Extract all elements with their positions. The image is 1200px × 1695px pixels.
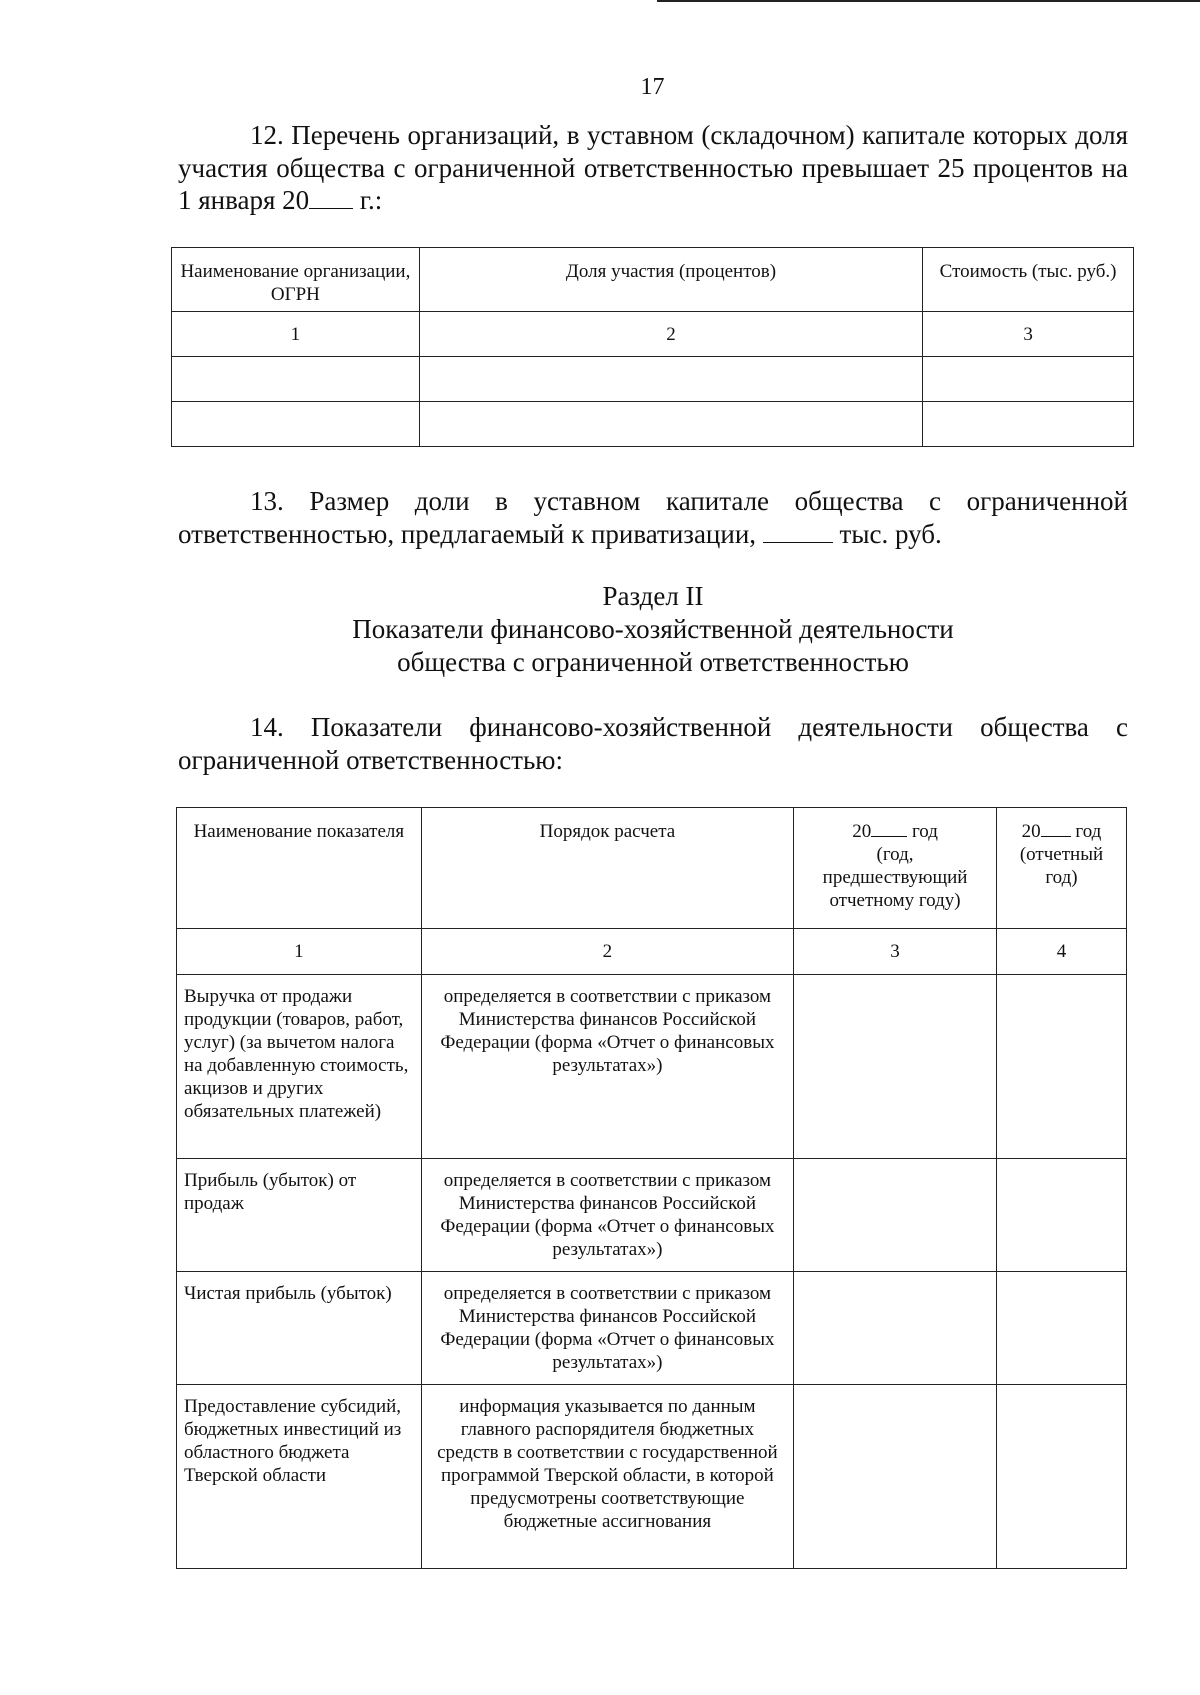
organizations-table xyxy=(171,247,1134,447)
column-number: 4 xyxy=(997,929,1127,975)
column-number: 3 xyxy=(794,929,997,975)
year-blank xyxy=(309,188,353,209)
header-organization: Наименование организации, ОГРН xyxy=(172,248,420,312)
item-13-paragraph xyxy=(178,485,1128,550)
header-calculation-method: Порядок расчета xyxy=(421,808,793,929)
table-row xyxy=(177,1385,1127,1569)
amount-blank xyxy=(763,522,833,543)
value-cell xyxy=(794,1159,997,1272)
item-13-text-end: тыс. руб. xyxy=(832,518,942,549)
section-number: Раздел II xyxy=(602,581,704,611)
column-number: 2 xyxy=(419,312,922,357)
value-cell xyxy=(794,975,997,1159)
calculation-method: определяется в соответствии с приказом Министерства финансов Российской Федерации (форма «Отчет о финансовых результатах») xyxy=(421,975,793,1159)
item-13-text: 13. Размер доли в уставном капитале общества с ограниченной ответственностью, предлагаемый к приватизации, xyxy=(178,486,1128,549)
value-cell xyxy=(794,1385,997,1569)
header-reporting-year xyxy=(997,808,1127,929)
section-heading xyxy=(178,580,1128,679)
empty-cell xyxy=(172,402,420,447)
indicator-name: Предоставление субсидий, бюджетных инвестиций из областного бюджета Тверской области xyxy=(177,1385,422,1569)
item-12-text-end: г.: xyxy=(353,185,383,215)
column-number: 3 xyxy=(923,312,1134,357)
header-cost: Стоимость (тыс. руб.) xyxy=(923,248,1134,312)
reporting-year-note: (отчетный год) xyxy=(1019,844,1104,888)
value-cell xyxy=(997,1272,1127,1385)
value-cell xyxy=(997,975,1127,1159)
value-cell xyxy=(997,1159,1127,1272)
indicator-name: Чистая прибыль (убыток) xyxy=(177,1272,422,1385)
empty-cell xyxy=(419,402,922,447)
column-number: 2 xyxy=(421,929,793,975)
calculation-method: определяется в соответствии с приказом Министерства финансов Российской Федерации (форма «Отчет о финансовых результатах») xyxy=(421,1159,793,1272)
section-title-line-2: общества с ограниченной ответственностью xyxy=(397,647,909,677)
previous-year-note: (год, предшествующий отчетному году) xyxy=(822,844,968,911)
item-12-text: 12. Перечень организаций, в уставном (складочном) капитале которых доля участия общества с ограниченной ответственностью превышает 25 процентов на 1 января 20 xyxy=(178,120,1128,215)
column-number: 1 xyxy=(172,312,420,357)
empty-cell xyxy=(172,357,420,402)
empty-cell xyxy=(923,357,1134,402)
table-row xyxy=(177,975,1127,1159)
calculation-method: информация указывается по данным главного распорядителя бюджетных средств в соответствии с государственной программой Тверской области, в которой предусмотрены соответствующие бюджетные ассигнования xyxy=(421,1385,793,1569)
indicator-name: Выручка от продажи продукции (товаров, работ, услуг) (за вычетом налога на добавленную стоимость, акцизов и других обязательных платежей) xyxy=(177,975,422,1159)
year-prefix: 20 xyxy=(1021,821,1041,842)
top-border-line xyxy=(657,0,1200,2)
item-14-paragraph xyxy=(178,711,1128,776)
table-row xyxy=(177,1159,1127,1272)
financial-indicators-table xyxy=(176,807,1127,1569)
item-12-paragraph xyxy=(178,119,1128,217)
header-share: Доля участия (процентов) xyxy=(419,248,922,312)
year-blank xyxy=(1041,822,1071,837)
value-cell xyxy=(997,1385,1127,1569)
calculation-method: определяется в соответствии с приказом Министерства финансов Российской Федерации (форма «Отчет о финансовых результатах») xyxy=(421,1272,793,1385)
year-prefix: 20 xyxy=(852,821,872,842)
year-suffix: год xyxy=(907,821,938,842)
header-previous-year xyxy=(794,808,997,929)
column-number: 1 xyxy=(177,929,422,975)
section-title-line-1: Показатели финансово-хозяйственной деятельности xyxy=(352,614,954,644)
empty-cell xyxy=(419,357,922,402)
page-number: 17 xyxy=(640,74,665,100)
item-14-text: 14. Показатели финансово-хозяйственной деятельности общества с ограниченной ответственностью: xyxy=(178,712,1128,775)
header-indicator-name: Наименование показателя xyxy=(177,808,422,929)
year-blank xyxy=(871,822,907,837)
year-suffix: год xyxy=(1070,821,1102,842)
value-cell xyxy=(794,1272,997,1385)
table-row xyxy=(177,1272,1127,1385)
empty-cell xyxy=(923,402,1134,447)
indicator-name: Прибыль (убыток) от продаж xyxy=(177,1159,422,1272)
